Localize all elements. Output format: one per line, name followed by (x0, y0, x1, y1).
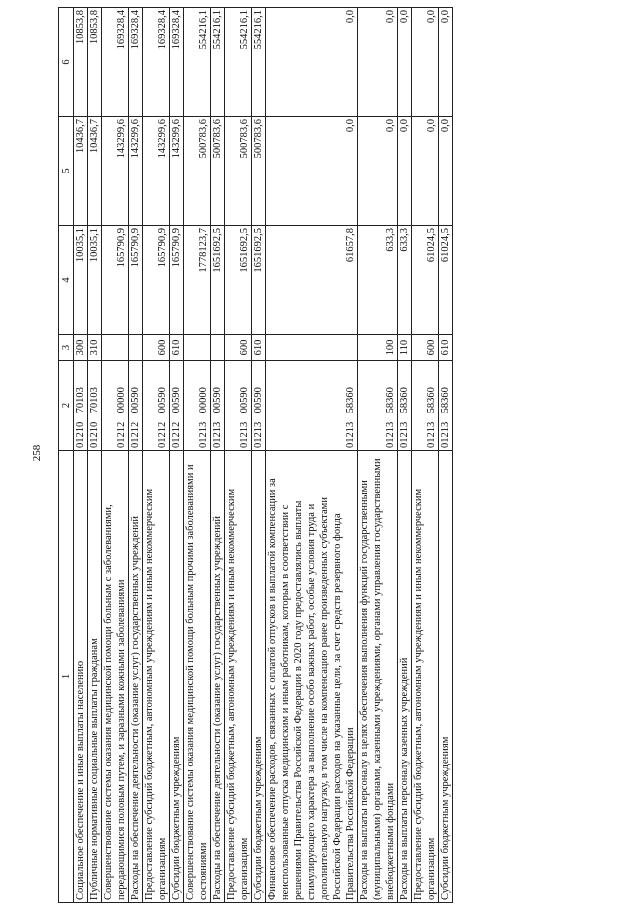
row-code-direction: 58360 (345, 387, 356, 414)
row-value-col6: 169328,4 (129, 8, 143, 117)
row-value-col6: 10853,8 (88, 8, 102, 117)
row-name: Социальное обеспечение и иные выплаты населению (74, 451, 88, 903)
row-expense-type: 610 (439, 335, 453, 361)
row-expense-type (129, 335, 143, 361)
row-code (358, 361, 398, 451)
table-row (170, 8, 184, 903)
row-code-direction: 00590 (212, 387, 223, 414)
row-code (102, 361, 129, 451)
row-expense-type: 310 (88, 335, 102, 361)
row-value-col6: 554216,1 (211, 8, 225, 117)
row-code-direction: 00590 (130, 387, 141, 414)
row-code-program: 01213 (426, 421, 437, 448)
row-code-direction: 58360 (426, 387, 437, 414)
row-name: Расходы на выплаты персоналу казенных учреждений (398, 451, 412, 903)
row-code (129, 361, 143, 451)
row-code-direction: 00590 (171, 387, 182, 414)
row-value-col6: 169328,4 (143, 8, 170, 117)
row-value-col4: 10035,1 (74, 226, 88, 335)
row-code (412, 361, 439, 451)
row-code-direction: 00590 (239, 387, 250, 414)
row-name: Предоставление субсидий бюджетным, автономным учреждениям и иным некоммерческим организациям (143, 451, 170, 903)
row-value-col5: 143299,6 (129, 117, 143, 226)
row-code (170, 361, 184, 451)
row-expense-type (184, 335, 211, 361)
row-code-direction: 58360 (399, 387, 410, 414)
row-value-col5: 500783,6 (184, 117, 211, 226)
row-code (74, 361, 88, 451)
row-value-col5: 0,0 (439, 117, 453, 226)
row-expense-type: 600 (225, 335, 252, 361)
row-value-col6: 0,0 (358, 8, 398, 117)
rotated-table-area (58, 8, 637, 903)
row-value-col6: 169328,4 (102, 8, 129, 117)
row-value-col4: 165790,9 (102, 226, 129, 335)
row-code-direction: 00590 (253, 387, 264, 414)
row-value-col4: 10035,1 (88, 226, 102, 335)
row-value-col4: 1651692,5 (252, 226, 266, 335)
row-name: Расходы на обеспечение деятельности (оказание услуг) государственных учреждений (129, 451, 143, 903)
row-value-col6: 0,0 (439, 8, 453, 117)
budget-table (58, 7, 453, 903)
row-value-col5: 0,0 (412, 117, 439, 226)
row-value-col5: 0,0 (358, 117, 398, 226)
row-value-col6: 554216,1 (225, 8, 252, 117)
row-code-program: 01213 (385, 421, 396, 448)
row-value-col5: 143299,6 (143, 117, 170, 226)
table-row (88, 8, 102, 903)
row-code-program: 01212 (157, 421, 168, 448)
row-value-col4: 1651692,5 (225, 226, 252, 335)
row-code-direction: 70103 (89, 387, 100, 414)
row-code-program: 01213 (399, 421, 410, 448)
row-name: Публичные нормативные социальные выплаты гражданам (88, 451, 102, 903)
table-row (225, 8, 252, 903)
row-name: Расходы на выплаты персоналу в целях обеспечения выполнения функций государственными (муниципальными) органами, казенными учреждениями, органами управления государственными внебюджетными фондами (358, 451, 398, 903)
table-row (129, 8, 143, 903)
row-value-col6: 0,0 (398, 8, 412, 117)
row-code-direction: 00000 (198, 387, 209, 414)
row-code (211, 361, 225, 451)
row-expense-type (211, 335, 225, 361)
row-code (252, 361, 266, 451)
column-header: 5 (59, 117, 74, 226)
row-expense-type: 600 (412, 335, 439, 361)
row-name: Расходы на обеспечение деятельности (оказание услуг) государственных учреждений (211, 451, 225, 903)
row-value-col4: 1778123,7 (184, 226, 211, 335)
row-value-col4: 61024,5 (412, 226, 439, 335)
row-value-col5: 0,0 (398, 117, 412, 226)
table-row (102, 8, 129, 903)
table-row (412, 8, 439, 903)
row-code (439, 361, 453, 451)
table-row (439, 8, 453, 903)
row-value-col4: 633,3 (358, 226, 398, 335)
table-row (252, 8, 266, 903)
row-code (398, 361, 412, 451)
row-code-direction: 70103 (75, 387, 86, 414)
row-value-col6: 0,0 (412, 8, 439, 117)
row-name: Совершенствование системы оказания медицинской помощи больным с заболеваниями, передающимися половым путем, и заразными кожными заболеваниями (102, 451, 129, 903)
column-header: 6 (59, 8, 74, 117)
row-value-col6: 169328,4 (170, 8, 184, 117)
table-row (74, 8, 88, 903)
row-value-col4: 61024,5 (439, 226, 453, 335)
row-value-col4: 165790,9 (143, 226, 170, 335)
column-header: 2 (59, 361, 74, 451)
column-header: 4 (59, 226, 74, 335)
row-value-col4: 61657,8 (266, 226, 358, 335)
row-code-program: 01210 (89, 421, 100, 448)
row-value-col5: 10436,7 (74, 117, 88, 226)
row-value-col5: 500783,6 (225, 117, 252, 226)
row-code-direction: 00590 (157, 387, 168, 414)
row-code-direction: 58360 (385, 387, 396, 414)
table-row (184, 8, 211, 903)
row-value-col5: 0,0 (266, 117, 358, 226)
table-header-row (59, 8, 74, 903)
row-value-col5: 10436,7 (88, 117, 102, 226)
column-header: 3 (59, 335, 74, 361)
row-code (184, 361, 211, 451)
row-name: Субсидии бюджетным учреждениям (170, 451, 184, 903)
table-row (143, 8, 170, 903)
row-expense-type: 610 (252, 335, 266, 361)
row-code-program: 01212 (130, 421, 141, 448)
table-row (266, 8, 358, 903)
row-value-col4: 165790,9 (129, 226, 143, 335)
row-name: Финансовое обеспечение расходов, связанных с оплатой отпусков и выплатой компенсации за неиспользованные отпуска медицинским и иным работникам, которым в соответствии с решениями Правительства Российской Федерации в 2020 году предоставлялись выплаты стимулирующего характера за выполнение особо важных работ, особые условия труда и дополнительную нагрузку, в том числе на компенсацию ранее произведенных субъектами Российской Федерации расходов на указанные цели, за счет средств резервного фонда Правительства Российской Федерации (266, 451, 358, 903)
row-value-col5: 500783,6 (211, 117, 225, 226)
row-code-program: 01213 (212, 421, 223, 448)
table-row (211, 8, 225, 903)
row-value-col4: 1651692,5 (211, 226, 225, 335)
row-code-program: 01213 (253, 421, 264, 448)
row-value-col5: 143299,6 (102, 117, 129, 226)
row-code (88, 361, 102, 451)
page-number: 258 (31, 444, 43, 462)
row-code (266, 361, 358, 451)
row-value-col5: 500783,6 (252, 117, 266, 226)
row-code-program: 01213 (440, 421, 451, 448)
row-value-col6: 10853,8 (74, 8, 88, 117)
row-code-program: 01213 (198, 421, 209, 448)
row-code-program: 01212 (171, 421, 182, 448)
column-header: 1 (59, 451, 74, 903)
row-expense-type: 100 (358, 335, 398, 361)
row-expense-type (102, 335, 129, 361)
row-code-program: 01213 (345, 421, 356, 448)
row-name: Предоставление субсидий бюджетным, автономным учреждениям и иным некоммерческим организациям (412, 451, 439, 903)
row-expense-type (266, 335, 358, 361)
row-name: Совершенствование системы оказания медицинской помощи больным прочими заболеваниями и состояниями (184, 451, 211, 903)
table-row (358, 8, 398, 903)
row-expense-type: 110 (398, 335, 412, 361)
row-code (225, 361, 252, 451)
row-code-program: 01212 (116, 421, 127, 448)
row-code (143, 361, 170, 451)
row-code-program: 01213 (239, 421, 250, 448)
row-value-col5: 143299,6 (170, 117, 184, 226)
row-expense-type: 610 (170, 335, 184, 361)
row-name: Предоставление субсидий бюджетным, автономным учреждениям и иным некоммерческим организациям (225, 451, 252, 903)
row-value-col6: 0,0 (266, 8, 358, 117)
table-row (398, 8, 412, 903)
row-value-col6: 554216,1 (252, 8, 266, 117)
row-value-col4: 165790,9 (170, 226, 184, 335)
row-name: Субсидии бюджетным учреждениям (439, 451, 453, 903)
row-value-col6: 554216,1 (184, 8, 211, 117)
row-expense-type: 600 (143, 335, 170, 361)
row-code-direction: 00000 (116, 387, 127, 414)
row-name: Субсидии бюджетным учреждениям (252, 451, 266, 903)
row-expense-type: 300 (74, 335, 88, 361)
row-code-program: 01210 (75, 421, 86, 448)
row-value-col4: 633,3 (398, 226, 412, 335)
row-code-direction: 58360 (440, 387, 451, 414)
